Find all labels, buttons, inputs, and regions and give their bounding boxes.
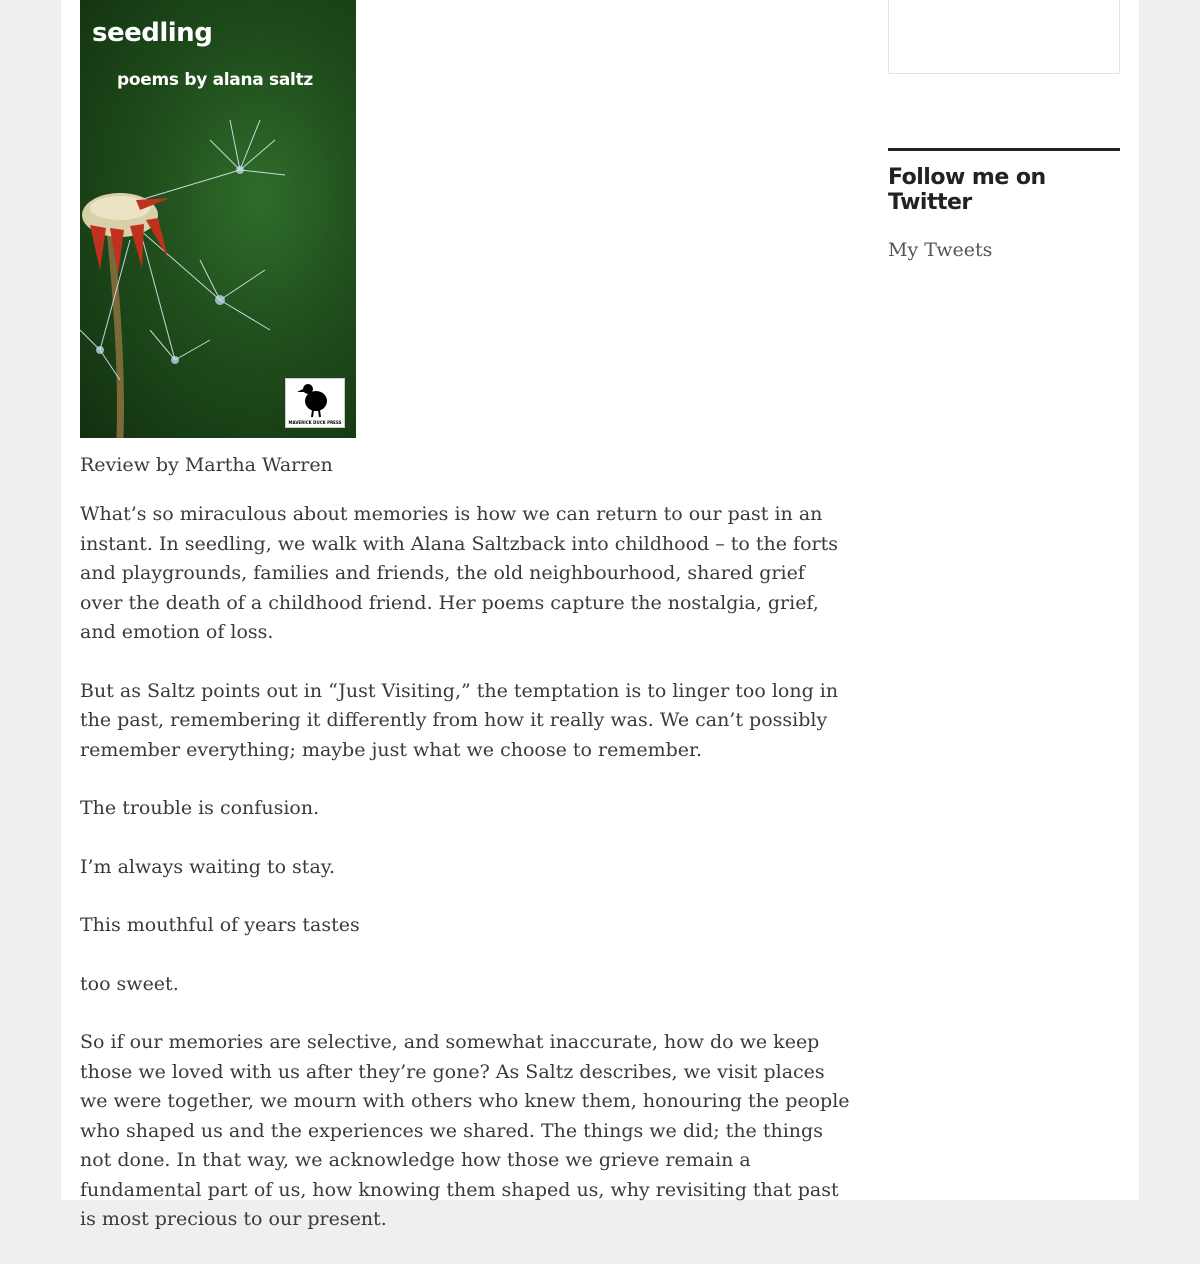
image-caption: Review by Martha Warren xyxy=(80,454,333,476)
page-container xyxy=(61,0,1139,1230)
poem-line: This mouthful of years tastes xyxy=(80,914,360,936)
cover-title: seedling xyxy=(92,18,213,48)
sidebar xyxy=(888,0,1120,261)
sidebar-widget-box xyxy=(888,0,1120,74)
paragraph: But as Saltz points out in “Just Visiting,” the temptation is to linger too long in the past, remembering it differently from how it really was. We can’t possibly remember everything; maybe just what we choose to remember. xyxy=(80,679,839,761)
main-content xyxy=(80,0,850,1264)
widget-divider xyxy=(888,148,1120,151)
publisher-name: MAVERICK DUCK PRESS xyxy=(288,420,342,425)
poem-line: The trouble is confusion. xyxy=(80,797,320,819)
poem-line: I’m always waiting to stay. xyxy=(80,855,336,878)
paragraph: So if our memories are selective, and somewhat inaccurate, how do we keep those we loved with us after they’re gone? As Saltz describes, we visit places we were together, we mourn with others who knew them, honouring the people who shaped us and the experiences we shared. The things we did; the things not done. In that way, we acknowledge how those we grieve remain a fundamental part of us, how knowing them shaped us, why revisiting that past is most precious to our present. xyxy=(80,1031,850,1230)
publisher-logo xyxy=(285,378,345,428)
my-tweets-link[interactable]: My Tweets xyxy=(888,239,993,261)
dodo-bird-icon xyxy=(286,379,344,419)
cover-subtitle: poems by alana saltz xyxy=(117,70,313,90)
article-body xyxy=(80,500,850,1235)
twitter-widget-title: Follow me on Twitter xyxy=(888,165,1046,215)
book-cover-image xyxy=(80,0,356,438)
poem-line: too sweet. xyxy=(80,972,179,995)
paragraph: What’s so miraculous about memories is how we can return to our past in an instant. In seedling, we walk with Alana Saltzback into childhood – to the forts and playgrounds, families and friends, the old neighbourhood, shared grief over the death of a childhood friend. Her poems capture the nostalgia, grief, and emotion of loss. xyxy=(80,503,838,643)
